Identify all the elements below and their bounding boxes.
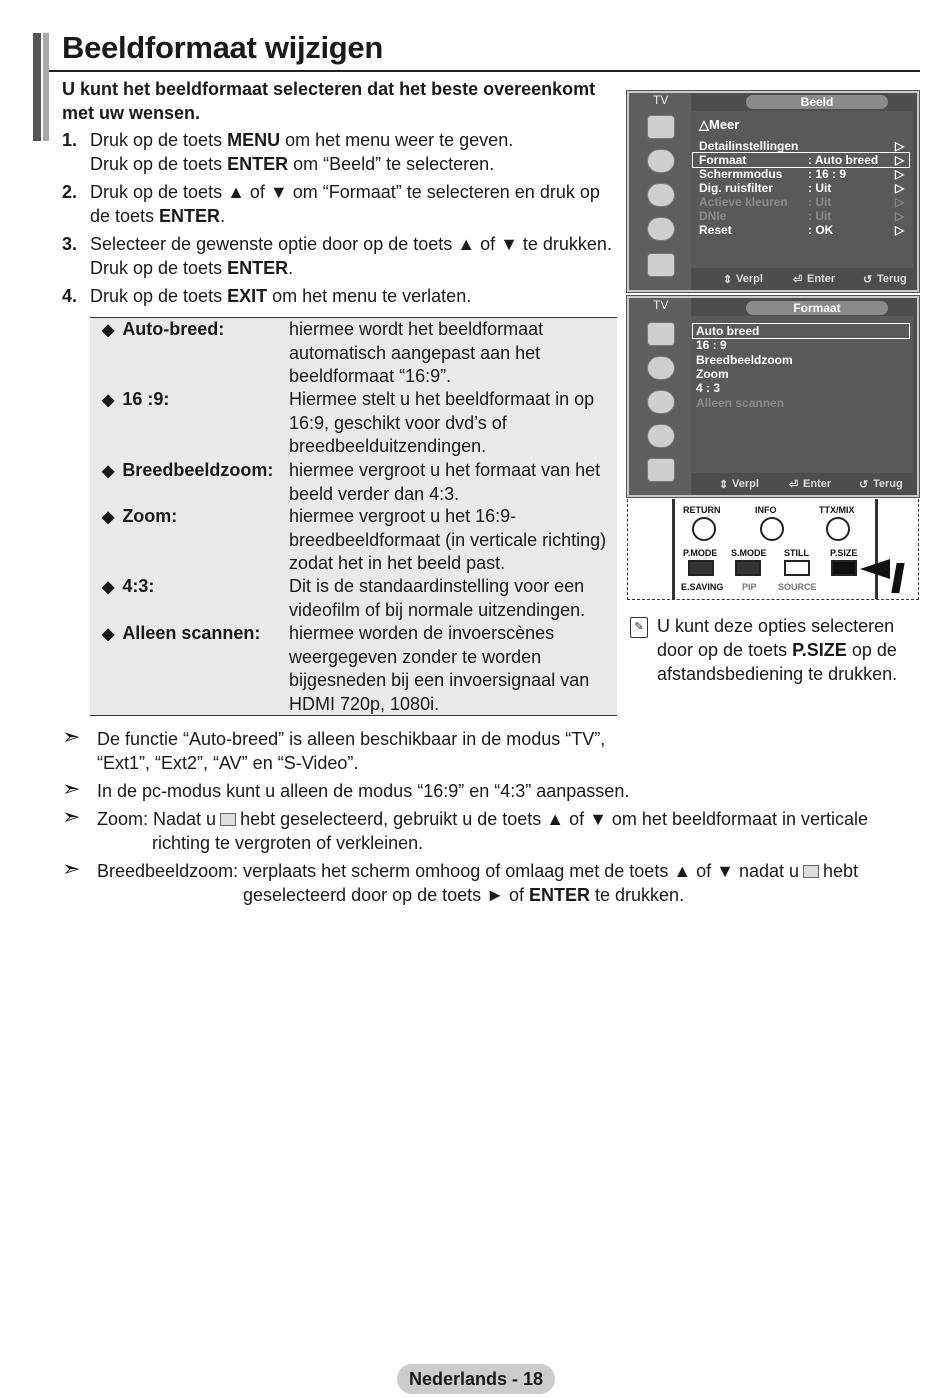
chevron-right-icon: ▷ <box>895 153 905 167</box>
option-desc: hiermee vergroot u het 16:9-breedbeeldformaat (in verticale richting) zodat het in het beeld past. <box>289 506 607 573</box>
remote-label-still: STILL <box>784 548 809 558</box>
key-name: ENTER <box>159 206 221 226</box>
osd-header: Beeld <box>746 95 888 109</box>
remote-label-psize: P.SIZE <box>830 548 858 558</box>
notes-list <box>62 724 932 911</box>
options-table <box>90 317 617 716</box>
updown-icon: ⇕ <box>723 274 733 286</box>
note-2 <box>62 776 932 803</box>
osd-foot-enter: Enter <box>807 273 836 285</box>
note-text: geselecteerd door op de toets ► of <box>243 885 529 905</box>
key-name: MENU <box>227 130 281 150</box>
step-number: 2. <box>62 182 78 202</box>
step-text: Druk op de toets <box>90 130 228 150</box>
step-1 <box>62 128 622 176</box>
input-icon <box>647 458 675 482</box>
setup-gear-icon <box>647 217 675 241</box>
osd-row-value: : OK <box>808 223 834 237</box>
screen-icon <box>220 813 236 826</box>
enter-icon: ⏎ <box>789 479 799 491</box>
osd-foot-enter: Enter <box>803 478 832 490</box>
chevron-right-icon: ▷ <box>895 223 905 237</box>
chevron-right-icon: ▷ <box>895 209 905 223</box>
note-3 <box>62 804 932 855</box>
note-text: Breedbeeldzoom: verplaats het scherm omhoog of omlaag met de toets ▲ of ▼ nadat u <box>97 861 800 881</box>
osd-format-menu <box>627 296 919 497</box>
osd-row-format[interactable]: Formaat <box>699 153 747 167</box>
option-desc: hiermee wordt het beeldformaat automatisch aangepast aan het beeldformaat “16:9”. <box>289 319 544 386</box>
osd-item-169[interactable]: 16 : 9 <box>696 338 727 352</box>
option-desc: hiermee worden de invoerscènes weergegeven zonder te worden bijgesneden bij een invoersignaal van HDMI 720p, 1080i. <box>289 623 590 714</box>
diamond-bullet-icon: ◆ <box>102 392 115 409</box>
remote-label-return: RETURN <box>683 505 721 515</box>
psize-note <box>630 614 920 686</box>
osd-item-autobreed[interactable]: Auto breed <box>696 324 760 338</box>
option-label <box>102 622 260 647</box>
chevron-right-icon: ▷ <box>895 181 905 195</box>
osd-header: Formaat <box>746 301 888 315</box>
pointer-arrow-icon <box>860 559 890 579</box>
remote-label-ttx: TTX/MIX <box>819 505 855 515</box>
page-footer: Nederlands - 18 <box>397 1364 555 1394</box>
remote-label-esaving: E.SAVING <box>681 582 724 592</box>
option-desc: Hiermee stelt u het beeldformaat in op 16:9, geschikt voor dvd’s of breedbeelduitzendingen. <box>289 389 595 456</box>
sound-icon <box>647 356 675 380</box>
option-label <box>102 388 169 413</box>
osd-item-zoom[interactable]: Zoom <box>696 367 729 381</box>
remote-label-info: INFO <box>755 505 777 515</box>
diamond-bullet-icon: ◆ <box>102 463 115 480</box>
option-desc: Dit is de standaardinstelling voor een videofilm of bij normale uitzendingen. <box>289 576 586 620</box>
note-text: De functie “Auto-breed” is alleen beschikbaar in de modus “TV”, <box>97 729 606 749</box>
osd-row-activecolor: Actieve kleuren <box>699 195 788 209</box>
osd-row-value: : 16 : 9 <box>808 167 847 181</box>
picture-icon <box>647 115 675 139</box>
osd-source-label: TV <box>653 298 669 312</box>
osd-picture-menu <box>627 91 919 292</box>
option-label-text: 4:3: <box>122 576 155 596</box>
page-title: Beeldformaat wijzigen <box>62 30 383 65</box>
diamond-bullet-icon: ◆ <box>102 626 115 643</box>
option-label-text: Breedbeeldzoom: <box>122 460 274 480</box>
step-3 <box>62 232 622 280</box>
key-name: P.SIZE <box>792 640 847 660</box>
note-arrow-icon: ➣ <box>62 724 81 749</box>
osd-item-43[interactable]: 4 : 3 <box>696 381 721 395</box>
osd-source-label: TV <box>653 93 669 107</box>
note-arrow-icon: ➣ <box>62 804 81 829</box>
osd-row-detail[interactable]: Detailinstellingen <box>699 139 799 153</box>
option-label <box>102 505 177 530</box>
key-name: ENTER <box>227 154 289 174</box>
updown-icon: ⇕ <box>719 479 729 491</box>
osd-sidebar <box>629 93 691 290</box>
osd-row-noise[interactable]: Dig. ruisfilter <box>699 181 774 195</box>
option-label-text: Auto-breed: <box>122 319 225 339</box>
osd-row-dnie: DNIe <box>699 209 727 223</box>
note-text: “Ext1”, “Ext2”, “AV” en “S-Video”. <box>97 753 359 773</box>
sound-icon <box>647 149 675 173</box>
osd-foot-back: Terug <box>877 273 907 285</box>
note-text: richting te vergroten of verkleinen. <box>152 833 424 853</box>
remote-control-illustration <box>627 499 919 600</box>
osd-row-reset[interactable]: Reset <box>699 223 732 237</box>
setup-gear-icon <box>647 424 675 448</box>
note-text: op de afstandsbediening te drukken. <box>657 640 898 684</box>
osd-footer <box>691 270 913 288</box>
chevron-right-icon: ▷ <box>895 167 905 181</box>
key-name: ENTER <box>529 885 591 905</box>
osd-panel <box>691 316 913 473</box>
ttx-button-icon[interactable] <box>826 517 850 541</box>
step-number: 3. <box>62 234 78 254</box>
osd-foot-back: Terug <box>873 478 903 490</box>
chevron-right-icon: ▷ <box>895 139 905 153</box>
diamond-bullet-icon: ◆ <box>102 509 115 526</box>
input-icon <box>647 253 675 277</box>
option-label-text: 16 :9: <box>122 389 170 409</box>
osd-more[interactable]: △Meer <box>699 117 740 132</box>
osd-row-value: : Uit <box>808 181 832 195</box>
step-number: 1. <box>62 130 78 150</box>
step-text: . <box>288 258 294 278</box>
option-desc: hiermee vergroot u het formaat van het beeld verder dan 4:3. <box>289 460 601 504</box>
steps-list <box>62 128 622 312</box>
option-label-text: Zoom: <box>122 506 178 526</box>
remote-label-source: SOURCE <box>778 582 817 592</box>
osd-row-value: : Uit <box>808 195 832 209</box>
step-text: om “Beeld” te selecteren. <box>288 154 495 174</box>
diamond-bullet-icon: ◆ <box>102 322 115 339</box>
step-number: 4. <box>62 286 78 306</box>
note-text: te drukken. <box>590 885 685 905</box>
note-text: In de pc-modus kunt u alleen de modus “16:9” en “4:3” aanpassen. <box>97 781 630 801</box>
pointer-arrow-icon <box>891 563 904 593</box>
osd-item-justscan: Alleen scannen <box>696 396 785 410</box>
return-icon: ↺ <box>859 479 869 491</box>
osd-row-value: : Uit <box>808 209 832 223</box>
step-text: Druk op de toets <box>90 286 228 306</box>
step-text: . <box>220 206 226 226</box>
note-text: hebt geselecteerd, gebruikt u de toets ▲ of ▼ om het beeldformaat in verticale <box>240 809 869 829</box>
step-4 <box>62 284 622 308</box>
info-button-icon[interactable] <box>760 517 784 541</box>
note-arrow-icon: ➣ <box>62 856 81 881</box>
osd-panel <box>691 111 913 268</box>
screen-icon <box>803 865 819 878</box>
osd-footer <box>691 475 913 493</box>
diamond-bullet-icon: ◆ <box>102 579 115 596</box>
osd-foot-move: Verpl <box>732 478 759 490</box>
option-label <box>102 575 154 600</box>
remote-label-smode: S.MODE <box>731 548 767 558</box>
remote-label-pip: PIP <box>742 582 757 592</box>
enter-icon: ⏎ <box>793 274 803 286</box>
note-4 <box>62 856 932 907</box>
osd-sidebar <box>629 298 691 495</box>
key-name: EXIT <box>227 286 268 306</box>
note-text: Zoom: Nadat u <box>97 809 217 829</box>
note-text: U kunt deze opties selecteren door op de toets <box>657 616 895 660</box>
accent-bar <box>33 33 41 141</box>
osd-item-widezoom[interactable]: Breedbeeldzoom <box>696 353 793 367</box>
option-label <box>102 318 224 343</box>
key-name: ENTER <box>227 258 289 278</box>
step-text: om het menu weer te geven. <box>280 130 514 150</box>
return-icon: ↺ <box>863 274 873 286</box>
note-1 <box>62 724 932 775</box>
intro-text: U kunt het beeldformaat selecteren dat het beste overeenkomt met uw wensen. <box>62 79 596 123</box>
still-button-icon[interactable] <box>784 560 810 576</box>
picture-icon <box>647 322 675 346</box>
step-2 <box>62 180 622 228</box>
accent-bar-light <box>43 33 49 141</box>
smode-button-icon[interactable] <box>735 560 761 576</box>
step-text: Selecteer de gewenste optie door op de toets ▲ of ▼ te drukken. Druk op de toets <box>90 234 612 278</box>
option-label-text: Alleen scannen: <box>122 623 261 643</box>
psize-button-icon[interactable] <box>831 560 857 576</box>
step-text: Druk op de toets <box>90 154 228 174</box>
note-text: hebt <box>823 861 859 881</box>
pmode-button-icon[interactable] <box>688 560 714 576</box>
return-button-icon[interactable] <box>692 517 716 541</box>
memo-icon: ✎ <box>630 617 648 638</box>
option-label <box>102 459 273 484</box>
step-text: Druk op de toets ▲ of ▼ om “Formaat” te selecteren en druk op de toets <box>90 182 600 226</box>
osd-row-screenmode[interactable]: Schermmodus <box>699 167 783 181</box>
title-rule <box>49 70 920 72</box>
remote-body <box>672 499 878 599</box>
channel-icon <box>647 183 675 207</box>
step-text: om het menu te verlaten. <box>267 286 472 306</box>
osd-row-value: : Auto breed <box>808 153 879 167</box>
osd-foot-move: Verpl <box>736 273 763 285</box>
channel-icon <box>647 390 675 414</box>
chevron-right-icon: ▷ <box>895 195 905 209</box>
note-arrow-icon: ➣ <box>62 776 81 801</box>
remote-label-pmode: P.MODE <box>683 548 718 558</box>
